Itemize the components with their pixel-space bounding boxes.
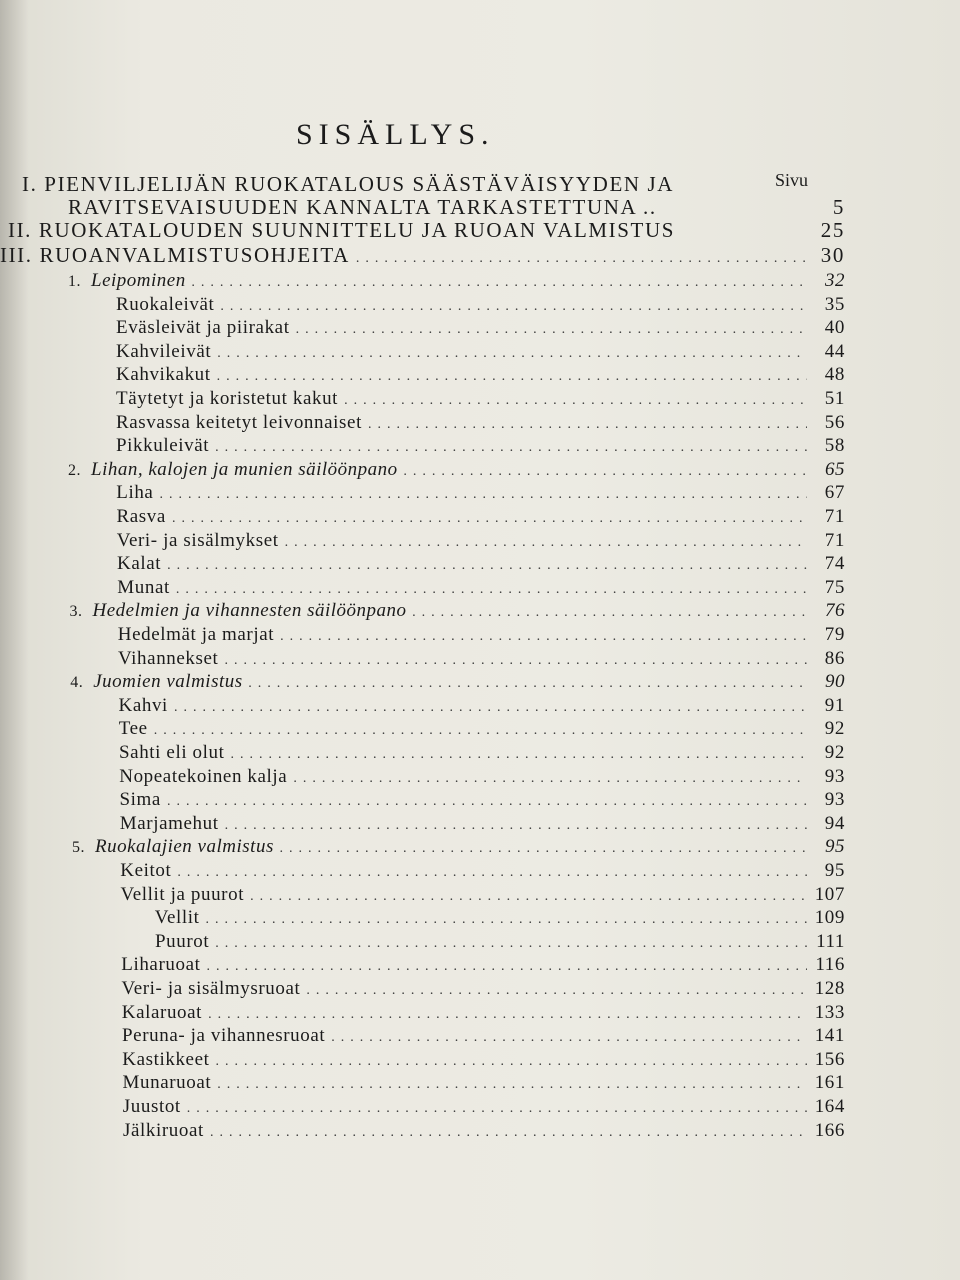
- dot-leader: [167, 794, 807, 810]
- toc-item: [123, 1072, 846, 1094]
- dot-leader: [413, 605, 807, 621]
- toc-entry-label: [116, 388, 338, 410]
- page-number: 25: [820, 218, 845, 242]
- chapter-number: 3.: [69, 603, 83, 620]
- dot-leader: [172, 511, 807, 527]
- page-number: 95: [824, 860, 845, 881]
- page-number: 141: [814, 1025, 845, 1046]
- dot-leader: [167, 558, 807, 574]
- toc-entry-label: [116, 482, 153, 504]
- dot-leader: [356, 251, 807, 267]
- toc-entry-text: RAVITSEVAISUUDEN KANNALTA TARKASTETTUNA ..: [68, 195, 657, 219]
- toc-entry-label: [68, 270, 186, 292]
- toc-entry-label: [119, 742, 225, 764]
- page-number: 75: [824, 577, 845, 598]
- toc-item: [119, 742, 845, 764]
- toc-entry-label: [118, 648, 218, 670]
- dot-leader: [217, 346, 807, 362]
- toc-item: [117, 506, 846, 528]
- page-number: 109: [814, 907, 845, 928]
- dot-leader: [207, 959, 807, 975]
- page-number: 107: [814, 884, 845, 905]
- toc-chapter: [68, 270, 845, 292]
- page-number: 35: [824, 294, 845, 315]
- dot-leader: [216, 1054, 807, 1070]
- toc-entry-label: [118, 624, 274, 646]
- toc-entry-label: [120, 860, 171, 882]
- toc-entry-label: [119, 718, 148, 740]
- dot-leader: [174, 700, 807, 716]
- toc-entry-label: [116, 341, 211, 363]
- toc-item: [123, 1096, 845, 1118]
- toc-item: [117, 577, 845, 599]
- toc-entry-text: Jälkiruoat: [123, 1120, 204, 1141]
- dot-leader: [176, 582, 807, 598]
- toc-item: [116, 294, 845, 316]
- toc-entry-text: Vihannekset: [118, 648, 219, 669]
- dot-leader: [344, 393, 807, 409]
- toc-entry-label: [122, 1025, 325, 1047]
- dot-leader: [187, 1101, 807, 1117]
- toc-entry-label: [70, 600, 407, 622]
- toc-entry-label: [116, 412, 362, 434]
- toc-entry-label: [68, 459, 398, 481]
- page-number: 71: [824, 530, 845, 551]
- toc-entry-text: Lihan, kalojen ja munien säilöönpano: [91, 459, 398, 480]
- toc-entry-text: Tee: [118, 718, 148, 739]
- page-number: 92: [824, 742, 845, 763]
- toc-entry-label: [0, 243, 350, 268]
- toc-item: [122, 1002, 845, 1024]
- toc-entry-text: Kastikkeet: [122, 1049, 210, 1070]
- page-number: 40: [824, 317, 845, 338]
- toc-entry-text: II. RUOKATALOUDEN SUUNNITTELU JA RUOAN VALMISTUS: [8, 218, 676, 242]
- toc-chapter: [72, 836, 845, 858]
- toc-entry-label: [117, 553, 161, 575]
- toc-entry-text: Pikkuleivät: [116, 435, 210, 456]
- dot-leader: [368, 417, 807, 433]
- toc-entry-text: Liha: [116, 482, 154, 503]
- dot-leader: [250, 889, 807, 905]
- page-number: 95: [825, 836, 845, 857]
- toc-entry-text: Leipominen: [91, 270, 186, 291]
- toc-item: [119, 718, 845, 740]
- toc-item: [116, 341, 845, 363]
- dot-leader: [215, 936, 807, 952]
- page-number: 91: [824, 695, 845, 716]
- page-number: 65: [825, 459, 845, 480]
- toc-entry-label: [117, 530, 279, 552]
- toc-entry-text: I. PIENVILJELIJÄN RUOKATALOUS SÄÄSTÄVÄISYYDEN JA: [22, 172, 675, 196]
- toc-entry-text: Hedelmät ja marjat: [117, 624, 275, 645]
- toc-entry-text: Rasva: [116, 506, 166, 527]
- toc-section: [22, 172, 845, 197]
- dot-leader: [215, 440, 807, 456]
- chapter-number: 4.: [70, 674, 84, 691]
- toc-entry-text: Liharuoat: [121, 954, 201, 975]
- page-number: 90: [825, 671, 845, 692]
- toc-section: [0, 243, 845, 268]
- toc-item: [116, 388, 845, 410]
- dot-leader: [206, 912, 807, 928]
- toc-section: [8, 218, 845, 243]
- toc-chapter: [70, 671, 845, 693]
- toc-subitem: [155, 931, 845, 953]
- toc-entry-label: [119, 695, 168, 717]
- toc-item: [116, 364, 845, 386]
- page-number: 56: [824, 412, 845, 433]
- toc-entry-label: [72, 836, 274, 858]
- toc-item: [116, 412, 845, 434]
- toc-entry-text: Eväsleivät ja piirakat: [116, 317, 290, 338]
- toc-entry-text: Veri- ja sisälmysruoat: [121, 978, 301, 999]
- dot-leader: [159, 487, 807, 503]
- page-number: 58: [824, 435, 845, 456]
- dot-leader: [293, 771, 807, 787]
- toc-entry-text: Kalaruoat: [121, 1002, 203, 1023]
- page-number: 94: [824, 813, 845, 834]
- page-number: 161: [814, 1072, 845, 1093]
- page-number: 71: [824, 506, 845, 527]
- toc-item: [117, 530, 845, 552]
- page-title: SISÄLLYS.: [296, 118, 495, 151]
- dot-leader: [280, 841, 807, 857]
- toc-item: [121, 954, 845, 976]
- toc-entry-text: Nopeatekoinen kalja: [119, 766, 288, 787]
- toc-item: [122, 1049, 845, 1071]
- page-number: 48: [824, 364, 845, 385]
- toc-entry-text: Peruna- ja vihannesruoat: [122, 1025, 326, 1046]
- toc-item: [119, 766, 845, 788]
- toc-entry-label: [22, 172, 674, 197]
- dot-leader: [192, 275, 807, 291]
- page-number: 30: [820, 243, 845, 267]
- page-number: 86: [824, 648, 845, 669]
- page-number: 128: [814, 978, 845, 999]
- toc-item: [120, 813, 845, 835]
- toc-entry-text: Munat: [117, 577, 170, 598]
- toc-entry-label: [123, 1120, 204, 1142]
- toc-entry-label: [116, 317, 290, 339]
- page-number: 116: [815, 954, 845, 975]
- toc-entry-text: Sima: [119, 789, 161, 810]
- toc-entry-label: [120, 813, 219, 835]
- toc-entry-text: Juomien valmistus: [93, 671, 243, 692]
- toc-entry-label: [70, 671, 242, 693]
- toc-entry-text: Juustot: [122, 1096, 181, 1117]
- toc-entry-label: [117, 506, 166, 528]
- toc-item: [116, 435, 845, 457]
- dot-leader: [220, 299, 807, 315]
- toc-item: [120, 860, 845, 882]
- dot-leader: [306, 983, 807, 999]
- dot-leader: [224, 653, 807, 669]
- chapter-number: 5.: [72, 839, 85, 856]
- page-number: 133: [814, 1002, 845, 1023]
- toc-item: [121, 884, 846, 906]
- toc-entry-label: [121, 954, 200, 976]
- toc-item: [117, 553, 845, 575]
- toc-item: [119, 695, 846, 717]
- page-number: 156: [814, 1049, 845, 1070]
- toc-entry-text: Veri- ja sisälmykset: [116, 530, 279, 551]
- toc-section-continuation: [68, 195, 845, 220]
- dot-leader: [331, 1030, 807, 1046]
- page-number: 93: [824, 789, 845, 810]
- page-number: 67: [824, 482, 845, 503]
- toc-entry-text: Kalat: [117, 553, 162, 574]
- toc-entry-label: [116, 364, 211, 386]
- toc-item: [116, 482, 845, 504]
- dot-leader: [154, 723, 807, 739]
- chapter-number: 2.: [68, 462, 81, 479]
- toc-entry-label: [116, 294, 214, 316]
- toc-entry-text: Rasvassa keitetyt leivonnaiset: [116, 412, 362, 433]
- toc-subitem: [155, 907, 845, 929]
- page-number: 51: [824, 388, 845, 409]
- toc-chapter: [68, 459, 845, 481]
- toc-entry-text: Vellit ja puurot: [120, 884, 245, 905]
- toc-entry-label: [117, 577, 170, 599]
- toc-entry-text: Täytetyt ja koristetut kakut: [116, 388, 339, 409]
- dot-leader: [210, 1125, 807, 1141]
- dot-leader: [217, 369, 807, 385]
- page-number: 74: [824, 553, 845, 574]
- toc-entry-label: [121, 884, 245, 906]
- page-number: 5: [832, 195, 845, 219]
- toc-entry-label: [8, 218, 675, 243]
- toc-entry-label: [122, 1049, 209, 1071]
- toc-entry-label: [120, 789, 161, 811]
- toc-entry-label: [122, 978, 301, 1000]
- page-number: 111: [816, 931, 845, 952]
- toc-entry-text: Sahti eli olut: [119, 742, 225, 763]
- toc-entry-label: [155, 931, 209, 953]
- toc-item: [122, 1025, 845, 1047]
- dot-leader: [404, 464, 807, 480]
- toc-entry-text: Puurot: [155, 931, 210, 952]
- toc-item: [118, 624, 845, 646]
- toc-entry-text: Kahvi: [118, 695, 168, 716]
- toc-entry-label: [155, 907, 200, 929]
- toc-entry-text: Ruokaleivät: [116, 294, 215, 315]
- toc-chapter: [70, 600, 846, 622]
- toc-entry-text: Marjamehut: [119, 813, 219, 834]
- toc-item: [116, 317, 845, 339]
- toc-entry-label: [123, 1096, 181, 1118]
- page-number: 76: [825, 600, 845, 621]
- page-number: 166: [814, 1120, 845, 1141]
- dot-leader: [285, 535, 807, 551]
- toc-entry-text: Keitot: [120, 860, 172, 881]
- page-column-header: Sivu: [775, 170, 809, 190]
- chapter-number: 1.: [68, 273, 81, 290]
- dot-leader: [296, 322, 807, 338]
- toc-entry-label: [123, 1072, 212, 1094]
- toc-item: [122, 978, 846, 1000]
- page-number: 44: [824, 341, 845, 362]
- toc-item: [123, 1120, 845, 1142]
- page-number: 79: [824, 624, 845, 645]
- toc-entry-text: Ruokalajien valmistus: [95, 836, 274, 857]
- toc-entry-text: Munaruoat: [122, 1072, 212, 1093]
- page-number: 93: [824, 766, 845, 787]
- page-number: 32: [825, 270, 845, 291]
- toc-entry-text: Vellit: [154, 907, 200, 928]
- page-number: 92: [824, 718, 845, 739]
- toc-entry-text: Hedelmien ja vihannesten säilöönpano: [92, 600, 407, 621]
- page-number: 164: [814, 1096, 845, 1117]
- toc-entry-text: Kahvikakut: [116, 364, 211, 385]
- toc-entry-text: Kahvileivät: [116, 341, 212, 362]
- toc-entry-text: III. RUOANVALMISTUSOHJEITA: [0, 243, 350, 267]
- dot-leader: [231, 747, 807, 763]
- dot-leader: [177, 865, 807, 881]
- toc-entry-label: [119, 766, 287, 788]
- dot-leader: [249, 676, 807, 692]
- dot-leader: [208, 1007, 807, 1023]
- dot-leader: [225, 818, 807, 834]
- toc-entry-label: [116, 435, 209, 457]
- toc-item: [118, 648, 845, 670]
- toc-entry-label: [122, 1002, 202, 1024]
- dot-leader: [280, 629, 807, 645]
- dot-leader: [217, 1077, 807, 1093]
- toc-item: [120, 789, 846, 811]
